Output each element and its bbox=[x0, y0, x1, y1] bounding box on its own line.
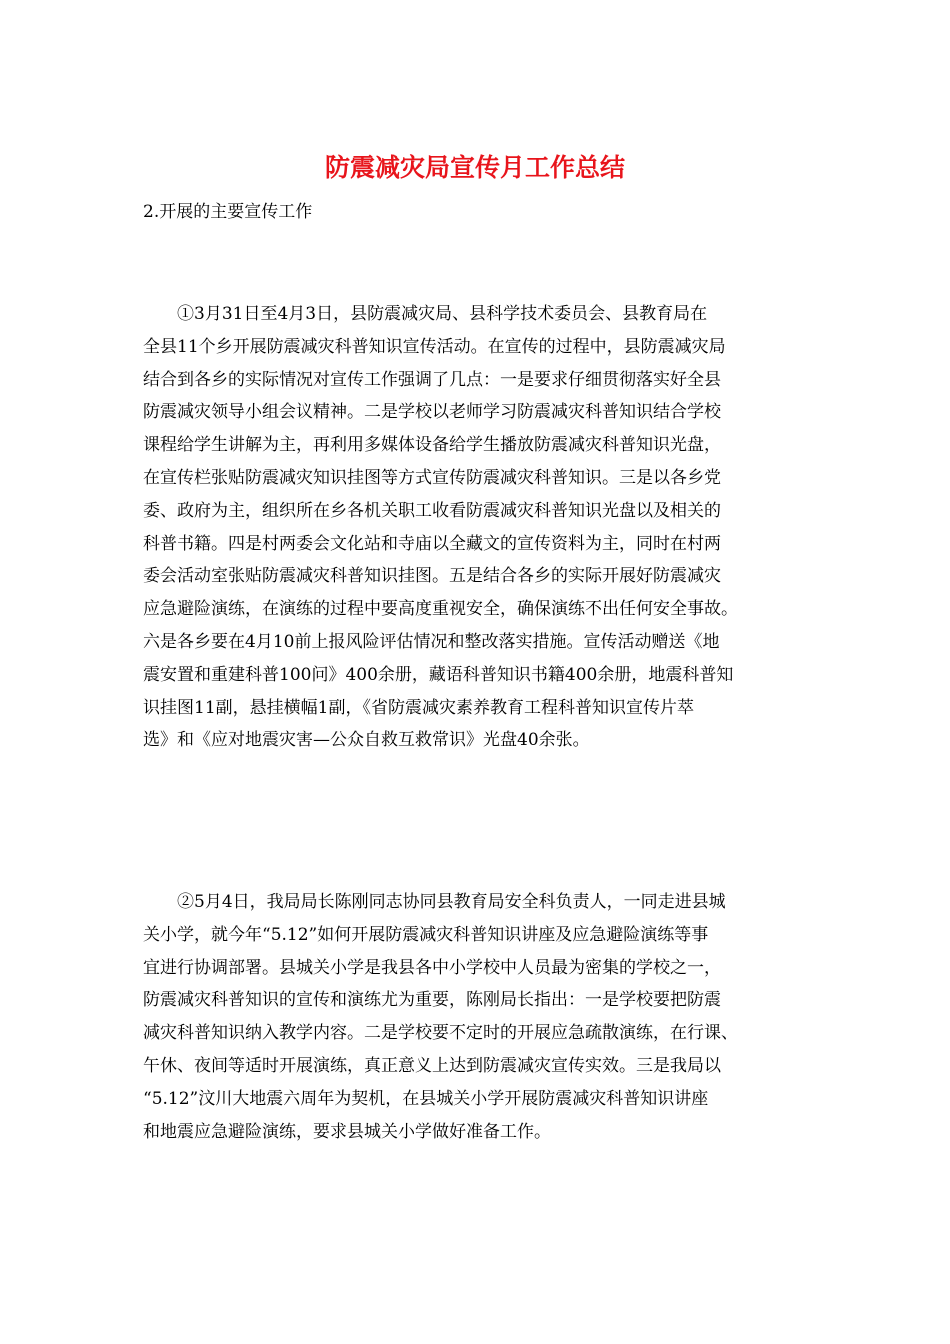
paragraph-line: ②5月4日，我局局长陈刚同志协同县教育局安全科负责人，一同走进县城 bbox=[143, 892, 726, 912]
paragraph-line: 减灾科普知识纳入教学内容。二是学校要不定时的开展应急疏散演练，在行课、 bbox=[143, 1023, 738, 1044]
section-subheading: 2.开展的主要宣传工作 bbox=[143, 202, 313, 222]
paragraph-line: “5.12”汶川大地震六周年为契机，在县城关小学开展防震减灾科普知识讲座 bbox=[143, 1088, 709, 1109]
document-title: 防震减灾局宣传月工作总结 bbox=[324, 153, 625, 182]
paragraph-line: 午休、夜间等适时开展演练，真正意义上达到防震减灾宣传实效。三是我局以 bbox=[143, 1055, 721, 1076]
paragraph-line: 应急避险演练，在演练的过程中要高度重视安全，确保演练不出任何安全事故。 bbox=[143, 599, 738, 620]
paragraph-2 bbox=[143, 886, 813, 1148]
paragraph-line: 识挂图11副，悬挂横幅1副，《省防震减灾素养教育工程科普知识宣传片萃 bbox=[143, 697, 694, 718]
paragraph-line: 全县11个乡开展防震减灾科普知识宣传活动。在宣传的过程中，县防震减灾局 bbox=[143, 336, 726, 357]
paragraph-line: 宜进行协调部署。县城关小学是我县各中小学校中人员最为密集的学校之一， bbox=[143, 957, 721, 978]
paragraph-line: 和地震应急避险演练，要求县城关小学做好准备工作。 bbox=[143, 1121, 551, 1142]
paragraph-line: 防震减灾科普知识的宣传和演练尤为重要，陈刚局长指出：一是学校要把防震 bbox=[143, 990, 721, 1011]
paragraph-line: 委、政府为主，组织所在乡各机关职工收看防震减灾科普知识光盘以及相关的 bbox=[143, 500, 721, 521]
paragraph-line: ①3月31日至4月3日，县防震减灾局、县科学技术委员会、县教育局在 bbox=[143, 304, 708, 324]
paragraph-line: 结合到各乡的实际情况对宣传工作强调了几点：一是要求仔细贯彻落实好全县 bbox=[143, 369, 721, 390]
paragraph-line: 科普书籍。四是村两委会文化站和寺庙以全藏文的宣传资料为主，同时在村两 bbox=[143, 533, 721, 554]
paragraph-line: 震安置和重建科普100问》400余册，藏语科普知识书籍400余册，地震科普知 bbox=[143, 664, 734, 685]
paragraph-line: 选》和《应对地震灾害—公众自救互救常识》光盘40余张。 bbox=[143, 730, 590, 751]
paragraph-line: 关小学，就今年“5.12”如何开展防震减灾科普知识讲座及应急避险演练等事 bbox=[143, 924, 709, 945]
paragraph-line: 课程给学生讲解为主，再利用多媒体设备给学生播放防震减灾科普知识光盘， bbox=[143, 435, 721, 456]
paragraph-line: 防震减灾领导小组会议精神。二是学校以老师学习防震减灾科普知识结合学校 bbox=[143, 402, 721, 423]
paragraph-line: 六是各乡要在4月10前上报风险评估情况和整改落实措施。宣传活动赠送《地 bbox=[143, 631, 720, 652]
paragraph-1 bbox=[143, 298, 813, 757]
paragraph-line: 委会活动室张贴防震减灾科普知识挂图。五是结合各乡的实际开展好防震减灾 bbox=[143, 566, 721, 587]
paragraph-line: 在宣传栏张贴防震减灾知识挂图等方式宣传防震减灾科普知识。三是以各乡党 bbox=[143, 467, 721, 488]
